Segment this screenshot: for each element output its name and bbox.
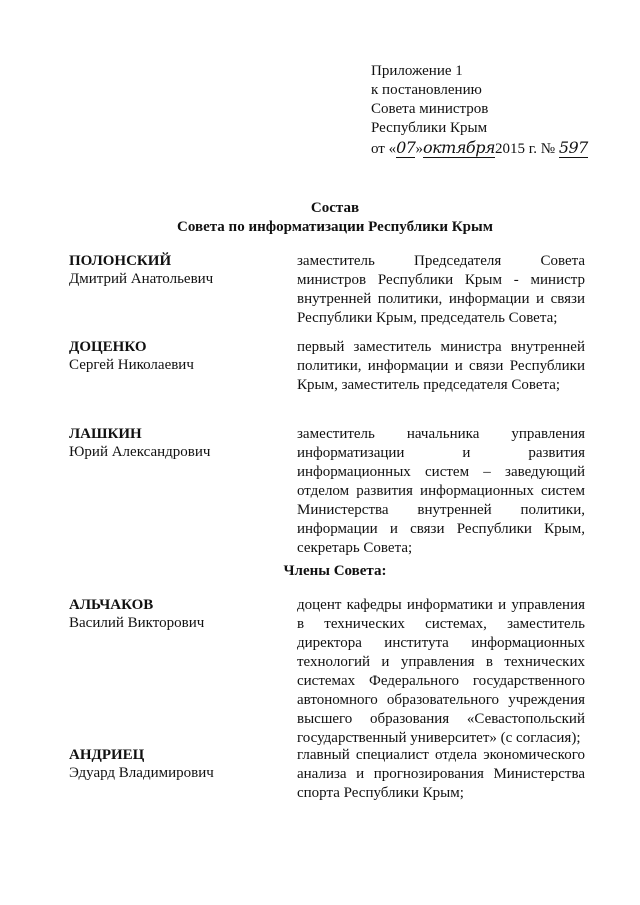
entry-surname: ЛАШКИН [69,426,142,442]
date-prefix: от « [371,141,397,157]
entry-role: первый заместитель министра внутренней политики, информации и связи Республики Крым, заместитель председателя Совета; [297,339,585,393]
entry-role: заместитель Председателя Совета министров Республики Крым - министр внутренней политики, информации и связи Республики Крым, председатель Совета; [297,253,585,326]
appendix-line: Республики Крым [371,120,488,136]
date-year: 2015 г. № [495,141,556,157]
entry-given-name: Юрий Александрович [69,444,211,460]
entry-person [69,425,289,461]
title-line-1: Состав [310,200,360,216]
entry-surname: ПОЛОНСКИЙ [69,253,172,269]
entry-role: заместитель начальника управления информатизации и развития информационных систем – заведующий отделом развития информационных систем Министерства внутренней политики, информации и связи Республики Крым, секретарь Совета; [297,426,585,556]
entry-given-name: Дмитрий Анатольевич [69,271,214,287]
entry-given-name: Сергей Николаевич [69,357,194,373]
entry-person [69,338,289,374]
document-title [0,199,640,237]
appendix-line: Совета министров [371,101,489,117]
appendix-block [371,62,611,159]
entry-role: главный специалист отдела экономического анализа и прогнозирования Министерства спорта Республики Крым; [297,747,585,801]
title-line-2: Совета по информатизации Республики Крым [177,219,493,235]
appendix-date-line [371,138,611,159]
handwritten-day: 07 [396,138,416,157]
entry-person [69,252,289,288]
appendix-line: к постановлению [371,82,482,98]
handwritten-month: октября [422,138,496,157]
members-heading: Члены Совета: [283,563,387,579]
entry-given-name: Василий Викторович [69,615,205,631]
entry-surname: АНДРИЕЦ [69,747,145,763]
entry-surname: ДОЦЕНКО [69,339,147,355]
entry-given-name: Эдуард Владимирович [69,765,214,781]
entry-person [69,746,289,782]
entry-surname: АЛЬЧАКОВ [69,597,154,613]
entry-role: доцент кафедры информатики и управления в технических системах, заместитель директора института информационных технологий и управления в технических системах Федерального государственного автономного образовательного учреждения высшего образования «Севастопольский государственный университет» (с согласия); [297,597,585,746]
date-mid: » [415,141,423,157]
entry-person [69,596,289,632]
handwritten-number: 597 [558,138,588,157]
appendix-line: Приложение 1 [371,63,463,79]
